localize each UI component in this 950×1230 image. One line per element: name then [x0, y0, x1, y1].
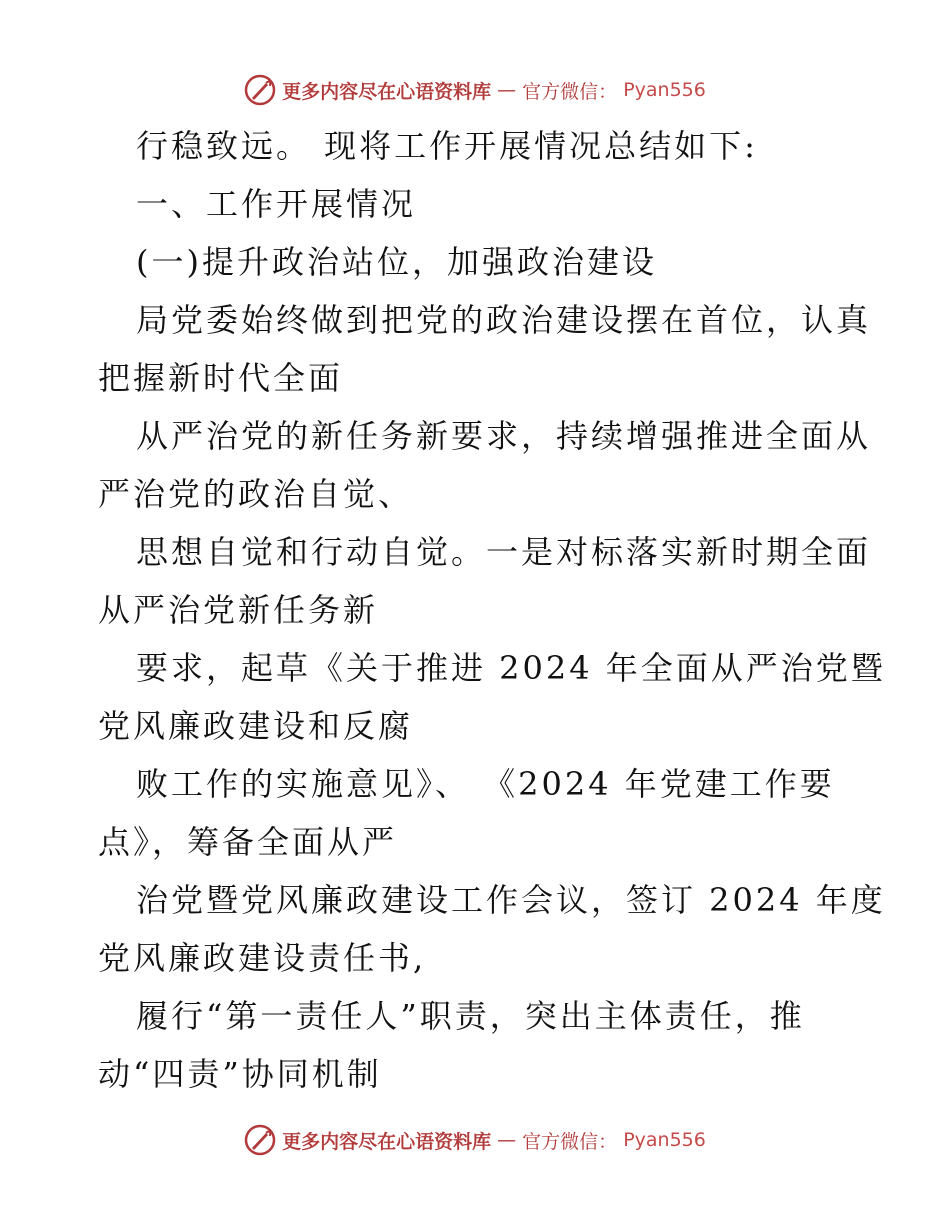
text-line: 思想自觉和行动自觉。一是对标落实新时期全面 — [136, 533, 872, 571]
header-banner — [0, 70, 950, 110]
banner-separator: — — [497, 79, 517, 101]
banner-wechat-label: 官方微信： — [522, 1130, 618, 1153]
text-line: 治党暨党风廉政建设工作会议，签订 2024 年度 — [136, 881, 886, 919]
banner-wechat-label: 官方微信： — [522, 80, 618, 103]
text-line: 动“四责”协同机制 — [98, 1055, 382, 1093]
banner-site-name: 更多内容尽在心语资料库 — [282, 80, 492, 103]
text-line: 从严治党新任务新 — [98, 591, 379, 629]
text-line: 从严治党的新任务新要求，持续增强推进全面从 — [136, 417, 872, 455]
banner-separator: — — [497, 1129, 517, 1151]
text-line: 行稳致远。 现将工作开展情况总结如下: — [136, 127, 758, 165]
text-line: 严治党的政治自觉、 — [98, 475, 414, 513]
text-line: 要求，起草《关于推进 2024 年全面从严治党暨 — [136, 649, 886, 687]
footer-banner — [0, 1120, 950, 1160]
banner-site-name: 更多内容尽在心语资料库 — [282, 1130, 492, 1153]
banner-wechat-id: Pyan556 — [623, 79, 706, 101]
subsection-heading: (一)提升政治站位，加强政治建设 — [136, 243, 657, 281]
text-line: 点》，筹备全面从严 — [98, 823, 398, 861]
banner-wechat-id: Pyan556 — [623, 1129, 706, 1151]
text-line: 履行“第一责任人”职责，突出主体责任，推 — [136, 997, 805, 1035]
text-line: 党风廉政建设责任书, — [98, 939, 427, 977]
text-line: 把握新时代全面 — [98, 359, 344, 397]
text-line: 败工作的实施意见》、 《2024 年党建工作要 — [136, 765, 835, 803]
section-heading: 一、工作开展情况 — [136, 185, 417, 223]
quill-pen-icon — [244, 74, 276, 106]
text-line: 局党委始终做到把党的政治建设摆在首位，认真 — [136, 301, 872, 339]
quill-pen-icon — [244, 1124, 276, 1156]
text-line: 党风廉政建设和反腐 — [98, 707, 414, 745]
